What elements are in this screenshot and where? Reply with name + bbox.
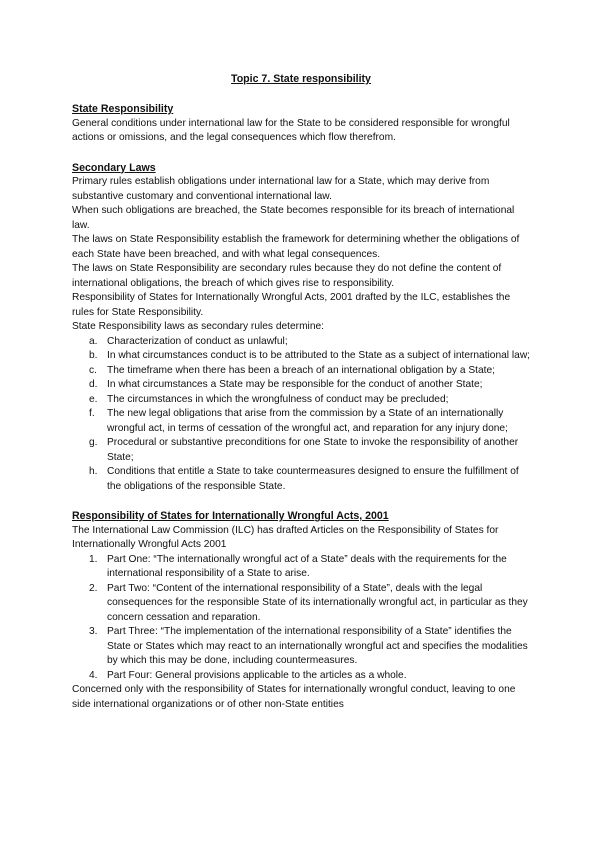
paragraph: State Responsibility laws as secondary rules determine: [72,321,324,332]
paragraph: The laws on State Responsibility are secondary rules because they do not define the content of international obligations, the breach of which gives rise to responsibility. [72,263,502,289]
list-item [72,378,530,393]
paragraph: The International Law Commission (ILC) has drafted Articles on the Responsibility of States for Internationally Wrongful Acts 2001 [72,524,499,550]
list-item-text: In what circumstances conduct is to be attributed to the State as a subject of international law; [107,350,531,361]
document-title: Topic 7. State responsibility [231,73,371,85]
list-item-text: Conditions that entitle a State to take countermeasures designed to ensure the fulfillment of the obligations of the responsible State. [107,466,519,492]
list-item [72,553,530,582]
list-item-text: The timeframe when there has been a breach of an international obligation by a State; [107,364,495,376]
list-marker: a. [89,335,98,347]
list-item-text: Procedural or substantive preconditions for one State to invoke the responsibility of another State; [107,437,519,463]
list-marker: e. [89,393,98,405]
list-item [72,393,530,408]
list-marker: 2. [89,582,98,594]
list-item [72,407,530,436]
list-item-text: In what circumstances a State may be responsible for the conduct of another State; [107,379,483,390]
section-secondary-laws [72,161,530,495]
list-marker: 3. [89,626,98,637]
list-marker: d. [89,379,98,390]
list-item [72,582,530,626]
list-marker: g. [89,437,98,448]
section-articles-2001 [72,509,530,712]
paragraph: The laws on State Responsibility establish the framework for determining whether the obligations of each State have been breached, and with what legal consequences. [72,234,520,260]
list-item-text: Part Three: “The implementation of the international responsibility of a State” identifies the State or States which may react to an internationally wrongful act and specifies the modalities by which this may be done, including countermeasures. [107,626,528,666]
list-marker: h. [89,466,98,477]
list-item [72,436,530,465]
list-item-text: Part Two: “Content of the international responsibility of a State”, deals with the legal consequences for the responsible State of its internationally wrongful act, in particular as they concern cessation and reparation. [107,582,528,623]
paragraph: Primary rules establish obligations under international law for a State, which may derive from substantive customary and conventional international law. [72,176,490,202]
list-marker: c. [89,364,97,376]
lettered-list [72,335,530,495]
list-marker: f. [89,408,95,419]
list-marker: b. [89,350,98,361]
section-heading: Responsibility of States for Internationally Wrongful Acts, 2001 [72,510,389,522]
paragraph: Concerned only with the responsibility of States for internationally wrongful conduct, leaving to one side international organizations or of other non-State entities [72,684,516,710]
list-item-text: The new legal obligations that arise from the commission by a State of an internationally wrongful act, in terms of cessation of the wrongful act, and reparation for any injury done; [107,408,508,434]
section-heading: State Responsibility [72,103,174,115]
list-item [72,625,530,669]
list-item [72,669,530,684]
paragraph: General conditions under international law for the State to be considered responsible for wrongful actions or omissions, and the legal consequences which flow therefrom. [72,117,510,143]
list-item-text: The circumstances in which the wrongfulness of conduct may be precluded; [107,393,449,405]
list-item-text: Part Four: General provisions applicable to the articles as a whole. [107,669,407,681]
list-item-text: Characterization of conduct as unlawful; [107,335,288,347]
list-item [72,335,530,350]
list-marker: 4. [89,669,98,681]
list-item [72,364,530,379]
section-state-responsibility [72,102,530,146]
list-item [72,349,530,364]
paragraph: Responsibility of States for Internationally Wrongful Acts, 2001 drafted by the ILC, establishes the rules for State Responsibility. [72,292,511,318]
numbered-list [72,553,530,684]
paragraph: When such obligations are breached, the State becomes responsible for its breach of international law. [72,205,515,231]
section-heading: Secondary Laws [72,161,156,174]
list-marker: 1. [89,553,98,565]
list-item-text: Part One: “The internationally wrongful act of a State” deals with the requirements for the international responsibility of a State to arise. [107,553,507,579]
list-item [72,465,530,494]
